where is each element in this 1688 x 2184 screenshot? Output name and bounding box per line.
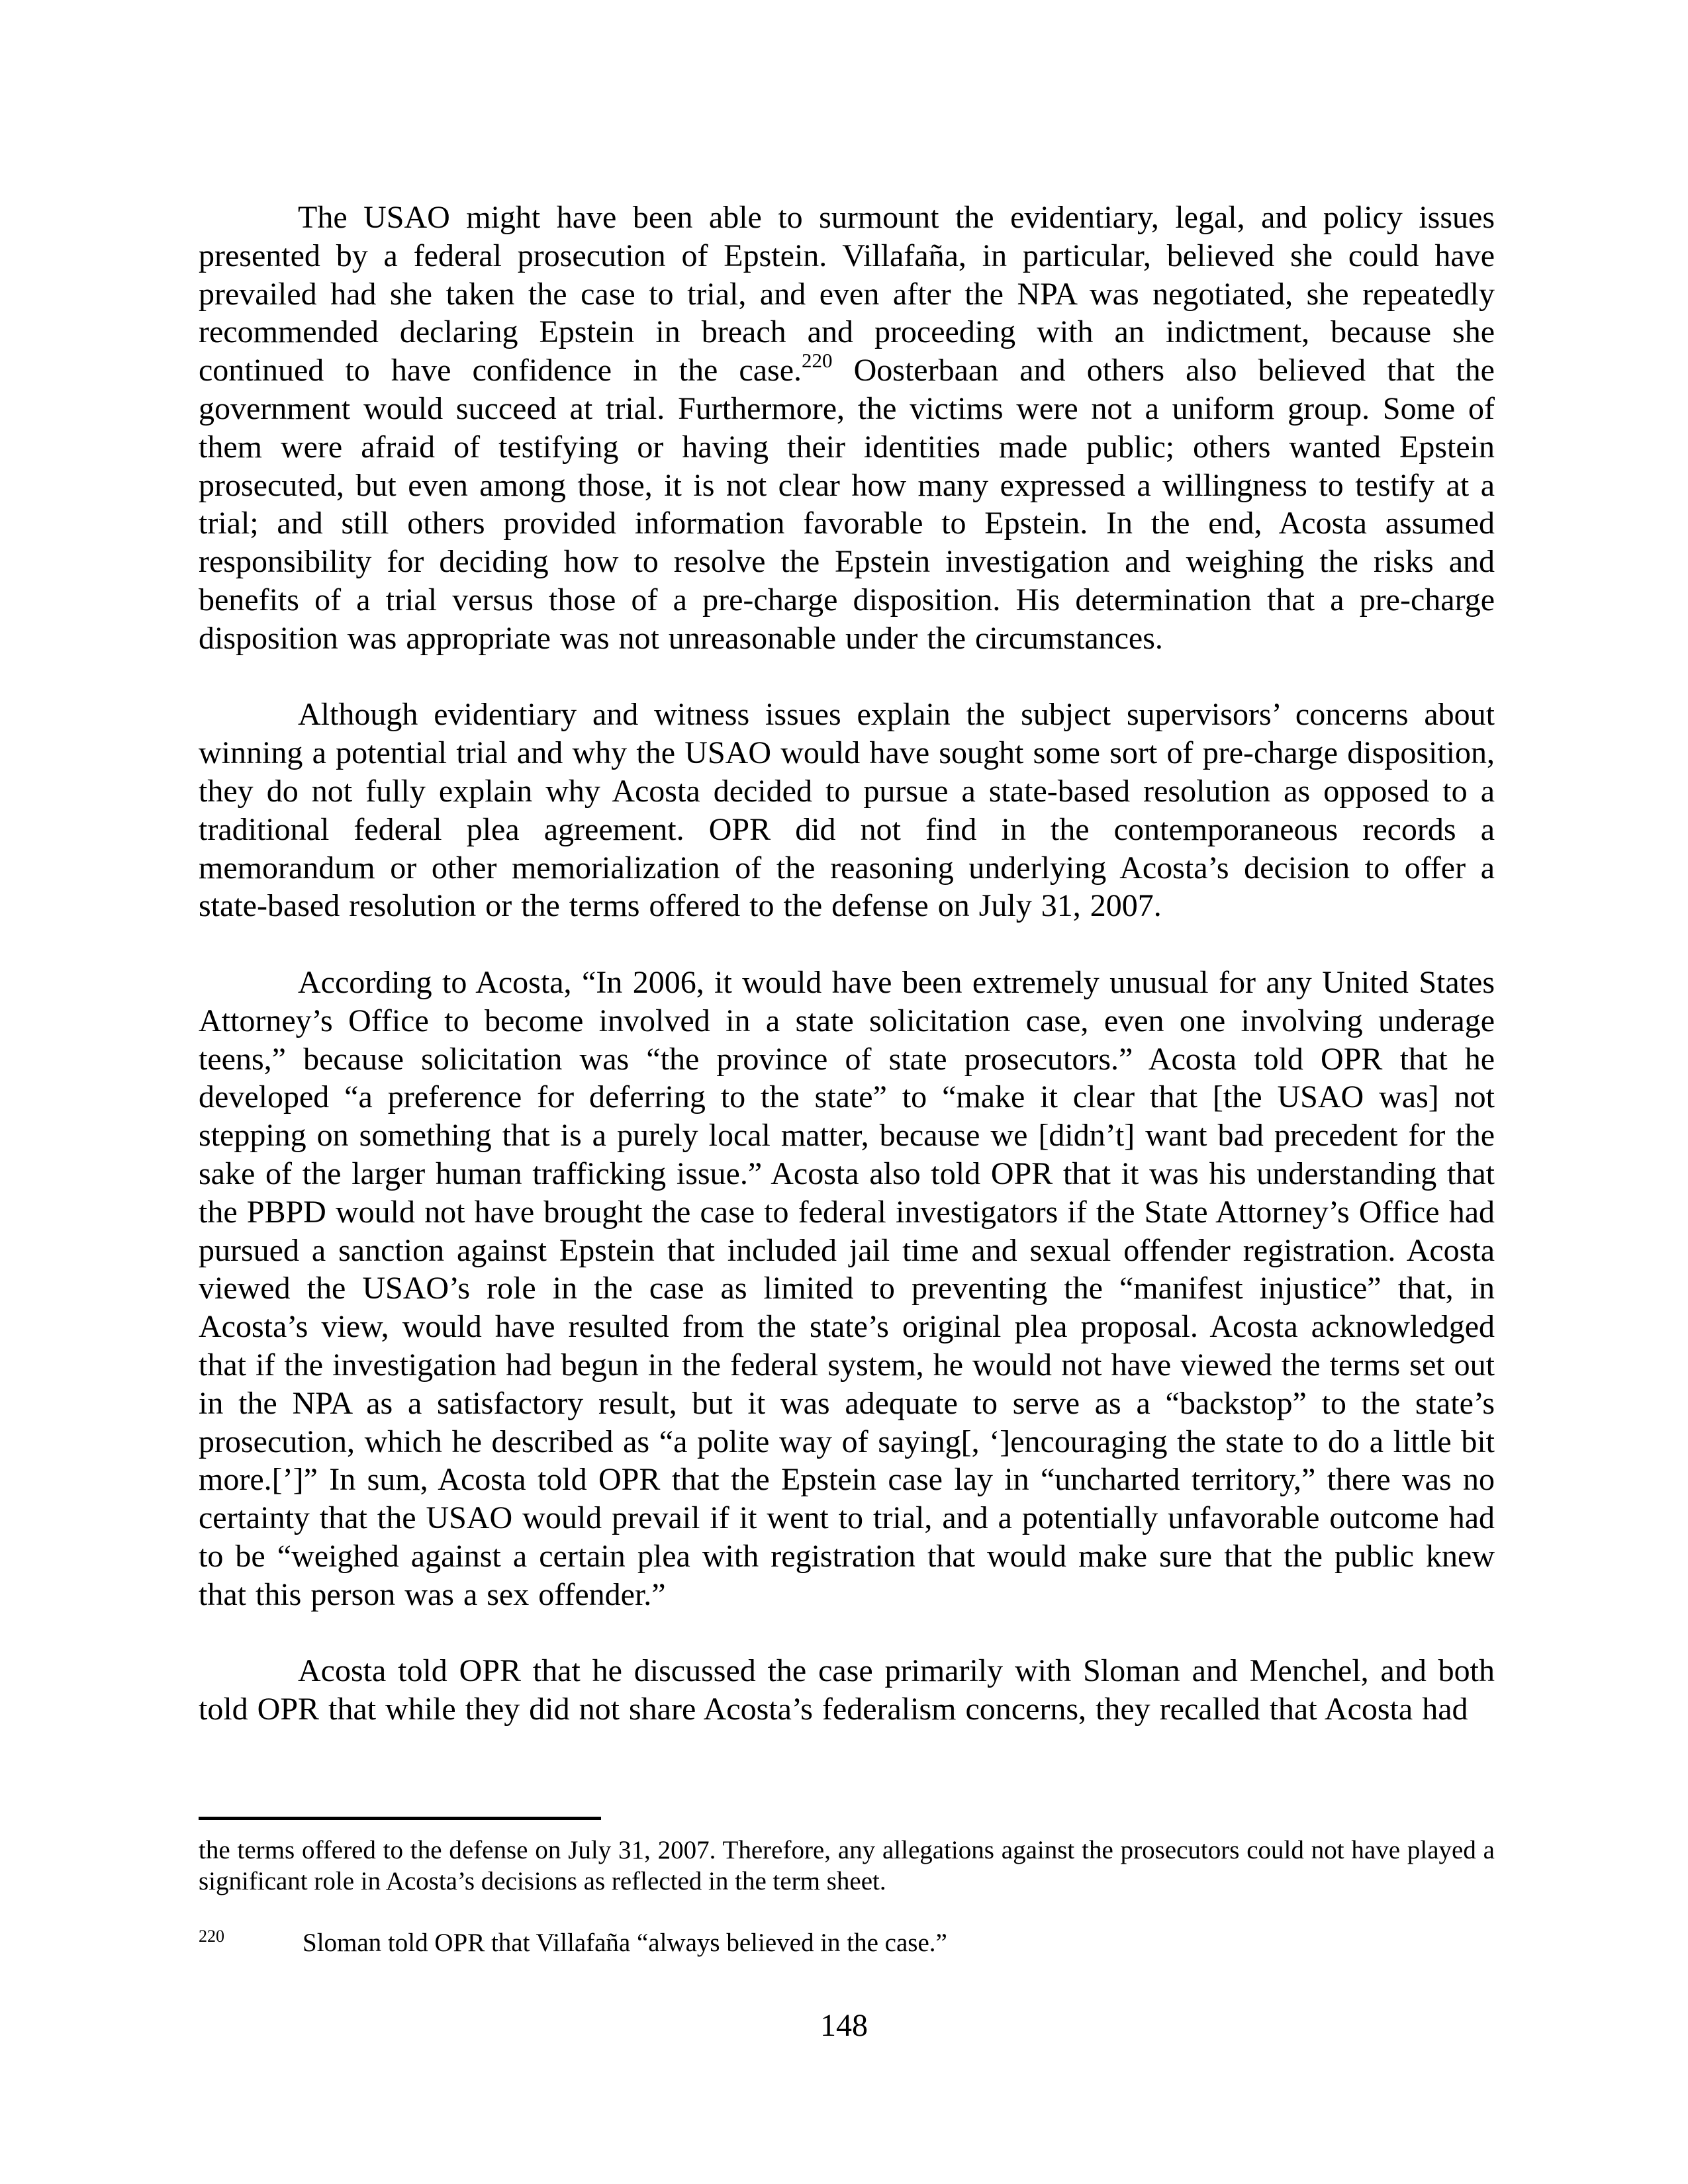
footnote-separator: [199, 1817, 601, 1820]
body-text: [199, 199, 1495, 1729]
paragraph-text: The USAO might have been able to surmount the evidentiary, legal, and policy issues presented by a federal prosecution of Epstein. Villafaña, in particular, believed she could have prevailed had she taken the case to trial, and even after the NPA was negotiated, she repeatedly recommended declaring Epstein in breach and proceeding with an indictment, because she continued to have confidence in the case.: [199, 200, 1495, 388]
body-paragraph-2: Although evidentiary and witness issues explain the subject supervisors’ concerns about winning a potential trial and why the USAO would have sought some sort of pre-charge disposition, they do not fully explain why Acosta decided to pursue a state-based resolution as opposed to a traditional federal plea agreement. OPR did not find in the contemporaneous records a memorandum or other memorialization of the reasoning underlying Acosta’s decision to offer a state-based resolution or the terms offered to the defense on July 31, 2007.: [199, 697, 1495, 924]
body-paragraph-1: [199, 199, 1495, 658]
footnote-continuation-text: the terms offered to the defense on July 31, 2007. Therefore, any allegations against the prosecutors could not have played a significant role in Acosta’s decisions as reflected in the term sheet.: [199, 1836, 1495, 1895]
footnotes-section: [199, 1835, 1495, 1958]
paragraph-text: Oosterbaan and others also believed that the government would succeed at trial. Furthermore, the victims were not a uniform group. Some of them were afraid of testifying or having their identities made public; others wanted Epstein prosecuted, but even among those, it is not clear how many expressed a willingness to testify at a trial; and still others provided information favorable to Epstein. In the end, Acosta assumed responsibility for deciding how to resolve the Epstein investigation and weighing the risks and benefits of a trial versus those of a pre-charge disposition. His determination that a pre-charge disposition was appropriate was not unreasonable under the circumstances.: [199, 353, 1495, 656]
page-number: 148: [820, 2008, 868, 2043]
footnote-number-text: 220: [199, 1927, 224, 1946]
footnote-220: [199, 1927, 1495, 1958]
footnote-reference-220: 220: [802, 349, 833, 373]
footnote-text: Sloman told OPR that Villafaña “always believed in the case.”: [303, 1929, 947, 1957]
footnote-number: [199, 1927, 303, 1958]
body-paragraph-3: According to Acosta, “In 2006, it would have been extremely unusual for any United States Attorney’s Office to become involved in a state solicitation case, even one involving underage teens,” because solicitation was “the province of state prosecutors.” Acosta told OPR that he developed “a preference for deferring to the state” to “make it clear that [the USAO was] not stepping on something that is a purely local matter, because we [didn’t] want bad precedent for the sake of the larger human trafficking issue.” Acosta also told OPR that it was his understanding that the PBPD would not have brought the case to federal investigators if the State Attorney’s Office had pursued a sanction against Epstein that included jail time and sexual offender registration. Acosta viewed the USAO’s role in the case as limited to preventing the “manifest injustice” that, in Acosta’s view, would have resulted from the state’s original plea proposal. Acosta acknowledged that if the investigation had begun in the federal system, he would not have viewed the terms set out in the NPA as a satisfactory result, but it was adequate to serve as a “backstop” to the state’s prosecution, which he described as “a polite way of saying[, ‘]encouraging the state to do a little bit more.[’]” In sum, Acosta told OPR that the Epstein case lay in “uncharted territory,” there was no certainty that the USAO would prevail if it went to trial, and a potentially unfavorable outcome had to be “weighed against a certain plea with registration that would make sure that the public knew that this person was a sex offender.”: [199, 964, 1495, 1612]
body-paragraph-4: Acosta told OPR that he discussed the case primarily with Sloman and Menchel, and both told OPR that while they did not share Acosta’s federalism concerns, they recalled that Acosta had: [199, 1653, 1495, 1727]
